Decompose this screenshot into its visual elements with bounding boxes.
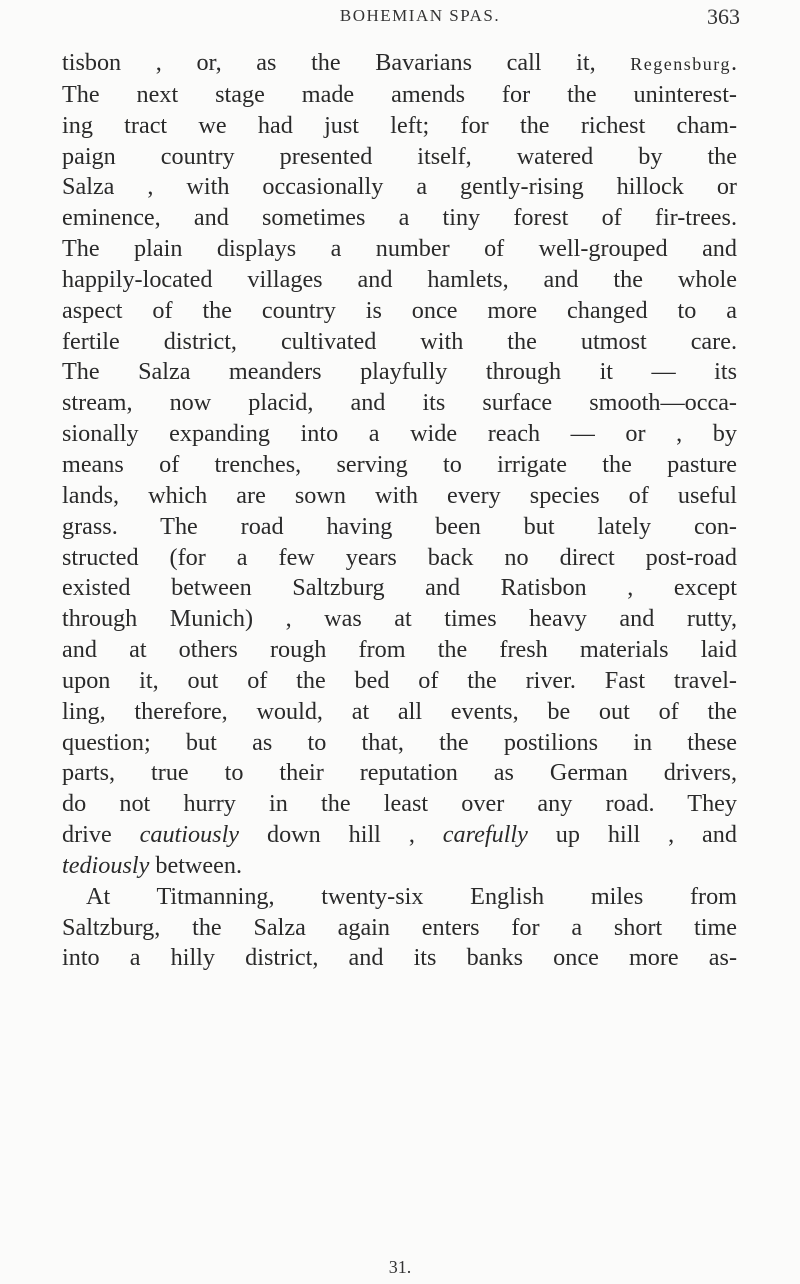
text-line-13: sionally expanding into a wide reach — or , by: [62, 420, 737, 448]
signature-mark: 31.: [388, 1257, 412, 1277]
italic-word: cautiously: [139, 821, 240, 849]
text-line-17: structed (for a few years back no direct post-road: [62, 543, 737, 571]
text-line-12: stream, now placid, and its surface smooth—occa-: [62, 389, 737, 417]
text-line-8: happily-located villages and hamlets, and the whole: [62, 265, 737, 293]
italic-word: carefully: [442, 821, 528, 849]
text-line-29: Saltzburg, the Salza again enters for a short time: [62, 913, 737, 941]
text-line-23: question; but as to that, the postilions in these: [62, 728, 737, 756]
running-head: [100, 6, 740, 32]
text-line-30: into a hilly district, and its banks once more as-: [62, 944, 737, 972]
text-line-4: paign country presented itself, watered by the: [62, 142, 737, 170]
text-line-18: existed between Saltzburg and Ratisbon , except: [62, 574, 737, 602]
italic-word: tediously: [62, 851, 150, 879]
text-segment: .: [730, 49, 737, 76]
text-segment: down hill ,: [239, 821, 443, 849]
small-caps-word: Regensburg: [630, 54, 731, 74]
text-line-25: do not hurry in the least over any road. They: [62, 790, 737, 818]
text-line-7: The plain displays a number of well-grouped and: [62, 235, 737, 263]
text-line-21: upon it, out of the bed of the river. Fast travel-: [62, 666, 737, 694]
text-line-27: [62, 851, 737, 882]
text-line-19: through Munich) , was at times heavy and rutty,: [62, 605, 737, 633]
text-line-2: The next stage made amends for the uninterest-: [62, 80, 737, 108]
text-line-15: lands, which are sown with every species of useful: [62, 481, 737, 509]
text-line-24: parts, true to their reputation as German drivers,: [62, 759, 737, 787]
running-title: BOHEMIAN SPAS.: [339, 6, 501, 25]
text-line-5: Salza , with occasionally a gently-rising hillock or: [62, 173, 737, 201]
text-line-10: fertile district, cultivated with the utmost care.: [62, 327, 737, 355]
text-line-28: At Titmanning, twenty-six English miles from: [86, 882, 737, 910]
page-number: 363: [707, 4, 740, 29]
body-text: [62, 48, 737, 974]
text-line-9: aspect of the country is once more changed to a: [62, 296, 737, 324]
text-segment: up hill , and: [527, 821, 737, 849]
text-line-16: grass. The road having been but lately con-: [62, 512, 737, 540]
text-segment: drive: [62, 821, 140, 849]
text-segment: tisbon , or, as the Bavarians call it,: [62, 49, 631, 76]
text-line-22: ling, therefore, would, at all events, be out of the: [62, 697, 737, 725]
text-line-3: ing tract we had just left; for the richest cham-: [62, 111, 737, 139]
text-line-1: [62, 48, 737, 80]
text-line-6: eminence, and sometimes a tiny forest of fir-trees.: [62, 204, 737, 232]
text-line-11: The Salza meanders playfully through it — its: [62, 358, 737, 386]
text-line-20: and at others rough from the fresh materials laid: [62, 636, 737, 664]
text-segment: between.: [149, 851, 243, 879]
text-line-26: [62, 820, 737, 851]
text-line-14: means of trenches, serving to irrigate the pasture: [62, 450, 737, 478]
